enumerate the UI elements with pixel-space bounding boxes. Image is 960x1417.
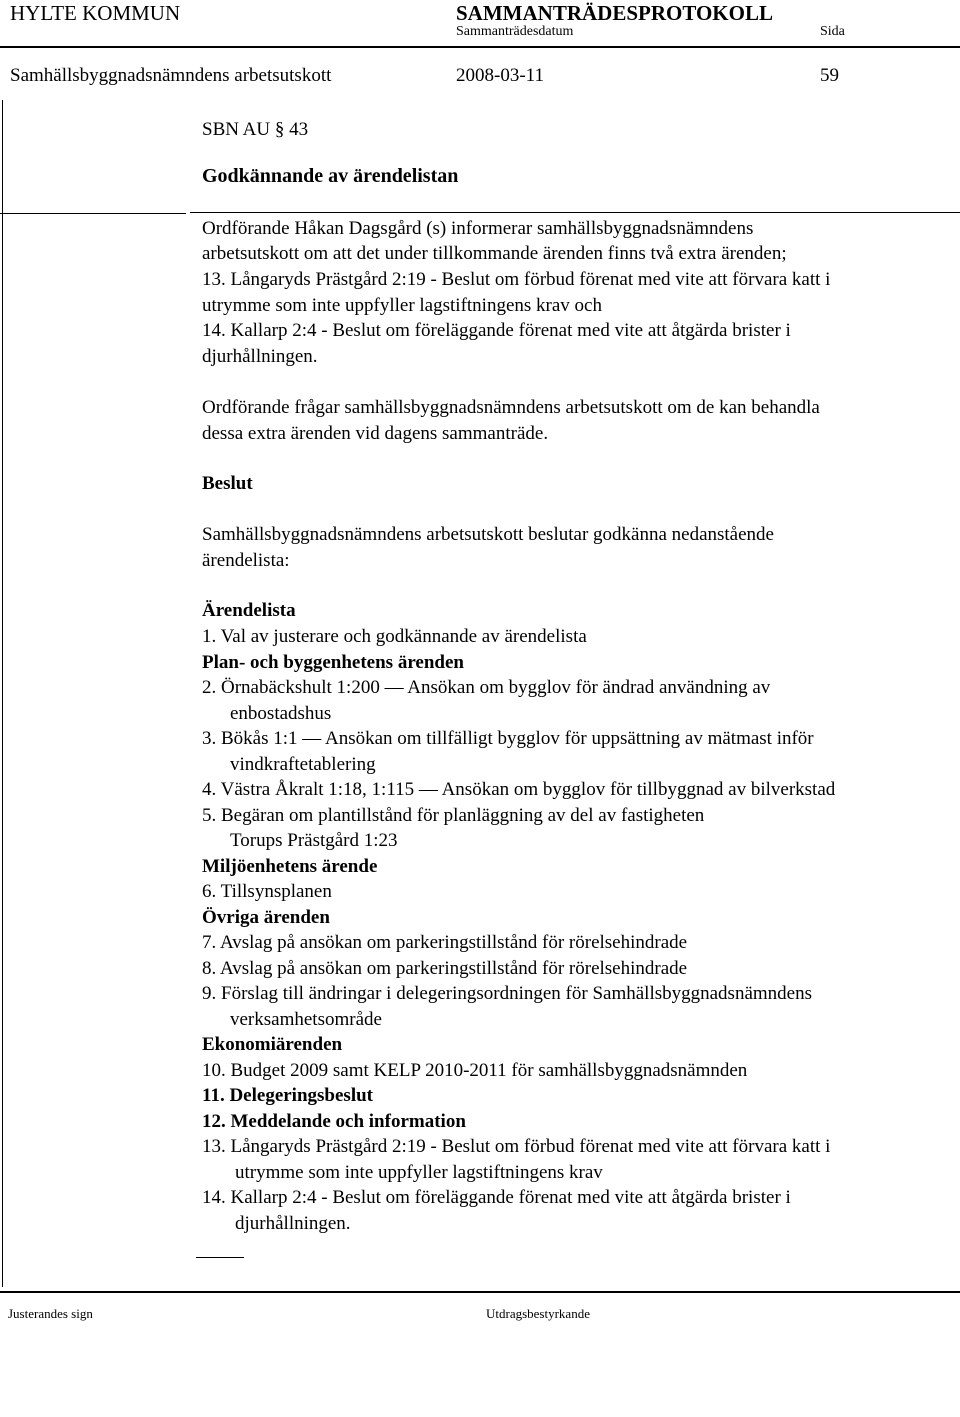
committee-name: Samhällsbyggnadsnämndens arbetsutskott [10,65,332,86]
agenda-category: Övriga ärenden [202,907,330,928]
decision-line: Samhällsbyggnadsnämndens arbetsutskott beslutar godkänna nedanstående [202,524,774,545]
agenda-item-continuation: verksamhetsområde [230,1009,382,1030]
footer-divider [0,1291,960,1293]
certification-label: Utdragsbestyrkande [486,1306,590,1321]
municipality-name: HYLTE KOMMUN [10,1,181,25]
left-section-divider [0,213,186,214]
agenda-item: 7. Avslag på ansökan om parkeringstillstånd för rörelsehindrade [202,932,688,953]
agenda-item: 10. Budget 2009 samt KELP 2010-2011 för samhällsbyggnadsnämnden [202,1060,748,1081]
decision-heading: Beslut [202,473,253,494]
agenda-item-bold: 11. Delegeringsbeslut [202,1085,373,1106]
date-label: Sammanträdesdatum [456,24,574,39]
agenda-item: 5. Begäran om plantillstånd för planläggning av del av fastigheten [202,805,705,826]
agenda-category: Plan- och byggenhetens ärenden [202,652,464,673]
agenda-item: 14. Kallarp 2:4 - Beslut om föreläggande förenat med vite att åtgärda brister i [202,1187,791,1208]
agenda-item: 4. Västra Åkralt 1:18, 1:115 — Ansökan om bygglov för tillbyggnad av bilverkstad [202,779,836,800]
agenda-item-continuation: Torups Prästgård 1:23 [230,830,398,851]
right-section-divider [190,212,960,213]
paragraph-reference: SBN AU § 43 [202,119,309,140]
signature-label: Justerandes sign [8,1306,93,1321]
agenda-category: Miljöenhetens ärende [202,856,378,877]
document-type: SAMMANTRÄDESPROTOKOLL [456,1,773,25]
agenda-item-continuation: djurhållningen. [235,1213,351,1234]
page-label: Sida [820,24,845,39]
intro-line: Ordförande Håkan Dagsgård (s) informerar samhällsbyggnadsnämndens [202,218,754,239]
agenda-item: 9. Förslag till ändringar i delegeringsordningen för Samhällsbyggnadsnämndens [202,983,812,1004]
agenda-heading: Ärendelista [202,600,296,621]
agenda-item-continuation: vindkraftetablering [230,754,376,775]
agenda-item: 3. Bökås 1:1 — Ansökan om tillfälligt bygglov för uppsättning av mätmast inför [202,728,814,749]
agenda-item-continuation: enbostadshus [230,703,332,724]
section-title: Godkännande av ärendelistan [202,165,459,187]
left-margin-line [2,100,3,1287]
agenda-item: 6. Tillsynsplanen [202,881,332,902]
agenda-category: Ekonomiärenden [202,1034,343,1055]
agenda-item: 1. Val av justerare och godkännande av ärendelista [202,626,587,647]
decision-line: ärendelista: [202,550,290,571]
agenda-item-continuation: utrymme som inte uppfyller lagstiftningens krav [235,1162,603,1183]
question-line: Ordförande frågar samhällsbyggnadsnämndens arbetsutskott om de kan behandla [202,397,820,418]
agenda-item: 2. Örnabäckshult 1:200 — Ansökan om bygglov för ändrad användning av [202,677,771,698]
intro-line: utrymme som inte uppfyller lagstiftningens krav och [202,295,602,316]
meeting-date: 2008-03-11 [456,65,544,86]
header-divider [0,46,960,48]
page-number: 59 [820,65,839,86]
agenda-item-bold: 12. Meddelande och information [202,1111,466,1132]
agenda-item: 8. Avslag på ansökan om parkeringstillstånd för rörelsehindrade [202,958,688,979]
intro-line: arbetsutskott om att det under tillkommande ärenden finns två extra ärenden; [202,243,787,264]
agenda-item: 13. Långaryds Prästgård 2:19 - Beslut om förbud förenat med vite att förvara katt i [202,1136,831,1157]
end-rule [196,1257,244,1258]
question-line: dessa extra ärenden vid dagens sammanträde. [202,423,549,444]
intro-line: djurhållningen. [202,346,318,367]
intro-line: 13. Långaryds Prästgård 2:19 - Beslut om förbud förenat med vite att förvara katt i [202,269,831,290]
intro-line: 14. Kallarp 2:4 - Beslut om föreläggande förenat med vite att åtgärda brister i [202,320,791,341]
